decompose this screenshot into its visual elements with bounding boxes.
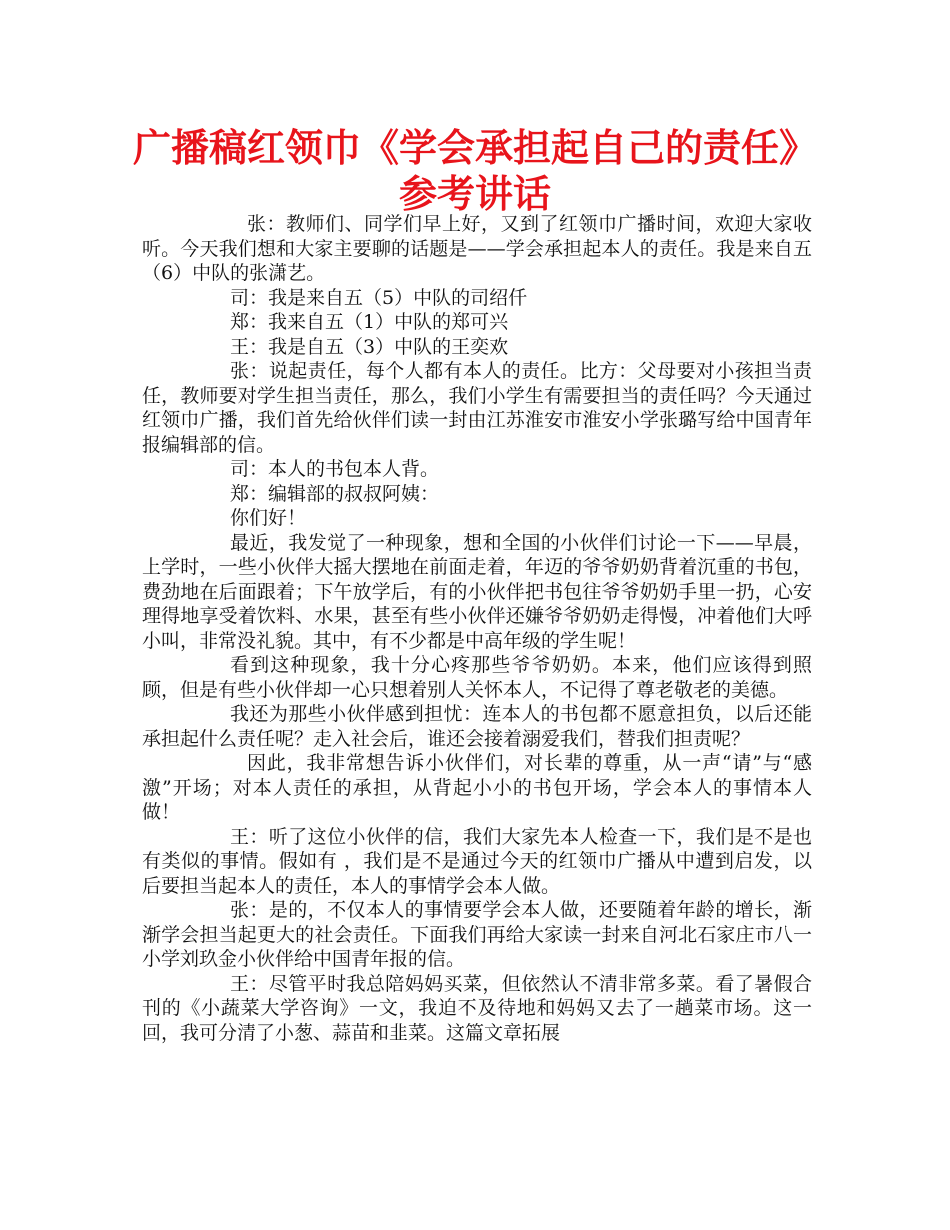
document-title-line-2: 参考讲话 bbox=[398, 172, 551, 216]
paragraph: 司：本人的书包本人背。 bbox=[230, 458, 440, 480]
paragraph: 郑：编辑部的叔叔阿姨： bbox=[230, 482, 440, 505]
document-body bbox=[142, 212, 812, 1045]
paragraph: 司：我是来自五（5）中队的司绍仟 bbox=[230, 286, 528, 309]
paragraph: 看到这种现象，我十分心疼那些爷爷奶奶。本来，他们应该得到照顾，但是有些小伙伴却一心只想着别人关怀本人，不记得了尊老敬老的美德。 bbox=[142, 654, 812, 701]
paragraph: 王：听了这位小伙伴的信，我们大家先本人检查一下，我们是不是也有类似的事情。假如有 ，我们是不是通过今天的红领巾广播从中遭到启发，以后要担当起本人的责任，本人的事情学会本人做。 bbox=[142, 825, 812, 897]
paragraph: 最近，我发觉了一种现象，想和全国的小伙伴们讨论一下——早晨，上学时，一些小伙伴大摇大摆地在前面走着，年迈的爷爷奶奶背着沉重的书包，费劲地在后面跟着；下午放学后，有的小伙伴把书包往爷爷奶奶手里一扔，心安理得地享受着饮料、水果，甚至有些小伙伴还嫌爷爷奶奶走得慢，冲着他们大呼小叫，非常没礼貌。其中，有不少都是中高年级的学生呢！ bbox=[142, 531, 812, 652]
paragraph: 我还为那些小伙伴感到担忧：连本人的书包都不愿意担负，以后还能承担起什么责任呢？走入社会后，谁还会接着溺爱我们，替我们担责呢？ bbox=[142, 703, 812, 750]
paragraph: 王：我是自五（3）中队的王奕欢 bbox=[230, 335, 509, 358]
paragraph: 张：是的，不仅本人的事情要学会本人做，还要随着年龄的增长，渐渐学会担当起更大的社会责任。下面我们再给大家读一封来自河北石家庄市八一小学刘玖金小伙伴给中国青年报的信。 bbox=[142, 899, 812, 970]
paragraph: 你们好！ bbox=[230, 507, 307, 529]
paragraph: 王：尽管平时我总陪妈妈买菜，但依然认不清非常多菜。看了暑假合刊的《小蔬菜大学咨询》一文，我迫不及待地和妈妈又去了一趟菜市场。这一回，我可分清了小葱、蒜苗和韭菜。这篇文章拓展 bbox=[142, 972, 812, 1044]
paragraph: 张：说起责任，每个人都有本人的责任。比方：父母要对小孩担当责任，教师要对学生担当责任，那么，我们小学生有需要担当的责任吗？今天通过红领巾广播，我们首先给伙伴们读一封由江苏淮安市淮安小学张璐写给中国青年报编辑部的信。 bbox=[142, 360, 812, 456]
paragraph: 因此，我非常想告诉小伙伴们，对长辈的尊重，从一声“请”与“感激”开场；对本人责任的承担，从背起小小的书包开场，学会本人的事情本人做！ bbox=[142, 752, 812, 823]
paragraph: 张：教师们、同学们早上好，又到了红领巾广播时间，欢迎大家收听。今天我们想和大家主要聊的话题是——学会承担起本人的责任。我是来自五（6）中队的张潇艺。 bbox=[142, 213, 812, 284]
document-title-line-1: 广播稿红领巾《学会承担起自己的责任》 bbox=[132, 126, 817, 170]
paragraph: 郑：我来自五（1）中队的郑可兴 bbox=[230, 311, 509, 333]
